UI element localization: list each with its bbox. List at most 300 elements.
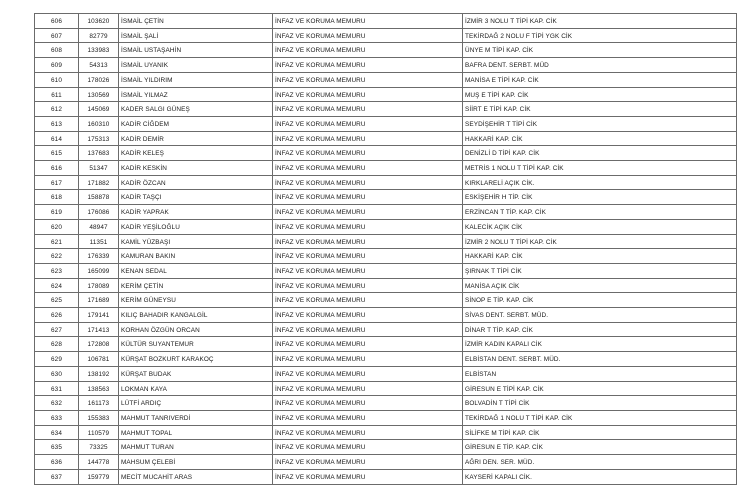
job-title-cell <box>273 381 463 396</box>
registry-number-text: 165099 <box>87 267 110 275</box>
full-name-cell <box>119 102 273 117</box>
row-number-text: 614 <box>51 135 62 143</box>
assigned-institution-text: ELBİSTAN <box>465 370 497 378</box>
job-title-cell <box>273 131 463 146</box>
row-number-text: 622 <box>51 253 62 261</box>
full-name-cell <box>119 14 273 29</box>
registry-number-cell <box>79 72 119 87</box>
job-title-text: İNFAZ VE KORUMA MEMURU <box>275 385 366 393</box>
assigned-institution-text: SİİRT E TİPİ KAP. CİK <box>465 106 531 114</box>
registry-number-cell <box>79 278 119 293</box>
job-title-text: İNFAZ VE KORUMA MEMURU <box>275 32 366 40</box>
row-number-cell <box>35 102 79 117</box>
assigned-institution-text: GİRESUN E TİPİ KAP. CİK <box>465 385 544 393</box>
assigned-institution-cell <box>463 278 737 293</box>
registry-number-text: 155383 <box>87 414 110 422</box>
row-number-text: 624 <box>51 282 62 290</box>
assigned-institution-cell <box>463 322 737 337</box>
assigned-institution-text: BAFRA DENT. SERBT. MÜD <box>465 62 549 70</box>
row-number-cell <box>35 175 79 190</box>
full-name-text: MECİT MUCAHİT ARAS <box>121 473 193 481</box>
job-title-text: İNFAZ VE KORUMA MEMURU <box>275 326 366 334</box>
assigned-institution-text: KAYSERİ KAPALI CİK. <box>465 473 533 481</box>
assigned-institution-text: ELBİSTAN DENT. SERBT. MÜD. <box>465 356 561 364</box>
assigned-institution-text: SEYDİŞEHİR T TİPİ CİK <box>465 120 538 128</box>
registry-number-text: 138563 <box>87 385 110 393</box>
full-name-text: KÜLTÜR SUYANTEMUR <box>121 341 194 349</box>
full-name-text: İSMAİL ÇETİN <box>121 18 164 25</box>
table-row <box>35 14 737 29</box>
row-number-text: 628 <box>51 341 62 349</box>
row-number-text: 627 <box>51 326 62 334</box>
row-number-cell <box>35 28 79 43</box>
assigned-institution-cell <box>463 146 737 161</box>
row-number-text: 615 <box>51 150 62 158</box>
job-title-cell <box>273 219 463 234</box>
assigned-institution-text: TEKİRDAĞ 1 NOLU T TİPİ KAP. CİK <box>465 414 573 422</box>
job-title-cell <box>273 161 463 176</box>
job-title-text: İNFAZ VE KORUMA MEMURU <box>275 18 366 25</box>
row-number-text: 613 <box>51 120 62 128</box>
table-row <box>35 58 737 73</box>
job-title-text: İNFAZ VE KORUMA MEMURU <box>275 459 366 467</box>
row-number-cell <box>35 263 79 278</box>
assigned-institution-cell <box>463 161 737 176</box>
full-name-text: KADİR ÖZCAN <box>121 179 166 187</box>
registry-number-text: 133983 <box>87 47 110 55</box>
row-number-cell <box>35 205 79 220</box>
job-title-cell <box>273 440 463 455</box>
table-row <box>35 263 737 278</box>
full-name-cell <box>119 72 273 87</box>
full-name-text: İSMAİL YILDIRIM <box>121 76 173 84</box>
assigned-institution-cell <box>463 102 737 117</box>
assigned-institution-text: SİNOP E TİP. KAP. CİK <box>465 297 534 305</box>
row-number-cell <box>35 131 79 146</box>
assigned-institution-text: BOLVADİN T TİPİ CİK <box>465 400 530 408</box>
row-number-text: 632 <box>51 400 62 408</box>
job-title-text: İNFAZ VE KORUMA MEMURU <box>275 312 366 320</box>
assigned-institution-text: KIRKLARELİ AÇIK CİK. <box>465 179 535 187</box>
job-title-cell <box>273 366 463 381</box>
job-title-cell <box>273 396 463 411</box>
job-title-text: İNFAZ VE KORUMA MEMURU <box>275 429 366 437</box>
registry-number-text: 144778 <box>87 459 110 467</box>
registry-number-cell <box>79 43 119 58</box>
full-name-cell <box>119 58 273 73</box>
job-title-cell <box>273 278 463 293</box>
full-name-text: LOKMAN KAYA <box>121 385 167 393</box>
full-name-text: KÜRŞAT BUDAK <box>121 370 172 378</box>
table-row <box>35 322 737 337</box>
table-row <box>35 219 737 234</box>
job-title-text: İNFAZ VE KORUMA MEMURU <box>275 91 366 99</box>
assigned-institution-cell <box>463 14 737 29</box>
full-name-text: KERİM ÇETİN <box>121 282 164 290</box>
job-title-cell <box>273 205 463 220</box>
assigned-institution-cell <box>463 219 737 234</box>
row-number-cell <box>35 87 79 102</box>
row-number-cell <box>35 337 79 352</box>
full-name-text: KADİR TAŞÇI <box>121 194 162 202</box>
row-number-text: 635 <box>51 444 62 452</box>
assigned-institution-cell <box>463 87 737 102</box>
full-name-text: KENAN SEDAL <box>121 267 167 275</box>
table-row <box>35 366 737 381</box>
job-title-text: İNFAZ VE KORUMA MEMURU <box>275 179 366 187</box>
row-number-cell <box>35 234 79 249</box>
job-title-cell <box>273 352 463 367</box>
registry-number-cell <box>79 190 119 205</box>
job-title-text: İNFAZ VE KORUMA MEMURU <box>275 223 366 231</box>
job-title-cell <box>273 249 463 264</box>
assigned-institution-cell <box>463 366 737 381</box>
row-number-text: 612 <box>51 106 62 114</box>
table-row <box>35 175 737 190</box>
job-title-text: İNFAZ VE KORUMA MEMURU <box>275 120 366 128</box>
row-number-text: 616 <box>51 165 62 173</box>
assigned-institution-cell <box>463 263 737 278</box>
registry-number-text: 160310 <box>87 120 110 128</box>
table-row <box>35 455 737 470</box>
assigned-institution-text: SİLİFKE M TİPİ KAP. CİK <box>465 429 540 437</box>
assigned-institution-cell <box>463 425 737 440</box>
row-number-cell <box>35 293 79 308</box>
assigned-institution-text: METRİS 1 NOLU T TİPİ KAP. CİK <box>465 165 564 173</box>
full-name-cell <box>119 322 273 337</box>
job-title-cell <box>273 102 463 117</box>
row-number-text: 610 <box>51 76 62 84</box>
assigned-institution-cell <box>463 116 737 131</box>
row-number-cell <box>35 322 79 337</box>
row-number-text: 636 <box>51 459 62 467</box>
table-row <box>35 43 737 58</box>
full-name-cell <box>119 175 273 190</box>
row-number-text: 626 <box>51 312 62 320</box>
assigned-institution-cell <box>463 58 737 73</box>
table-row <box>35 337 737 352</box>
assigned-institution-text: ERZİNCAN T TİP. KAP. CİK <box>465 209 547 217</box>
full-name-text: MAHMUT TURAN <box>121 444 174 452</box>
row-number-text: 630 <box>51 370 62 378</box>
table-row <box>35 205 737 220</box>
full-name-cell <box>119 308 273 323</box>
registry-number-text: 176086 <box>87 209 110 217</box>
registry-number-cell <box>79 440 119 455</box>
row-number-cell <box>35 425 79 440</box>
row-number-cell <box>35 43 79 58</box>
table-row <box>35 72 737 87</box>
full-name-text: KÜRŞAT BOZKURT KARAKOÇ <box>121 356 214 364</box>
row-number-cell <box>35 469 79 484</box>
registry-number-cell <box>79 263 119 278</box>
job-title-text: İNFAZ VE KORUMA MEMURU <box>275 444 366 452</box>
assigned-institution-cell <box>463 308 737 323</box>
full-name-text: MAHMUT TOPAL <box>121 429 173 437</box>
registry-number-text: 158878 <box>87 194 110 202</box>
registry-number-cell <box>79 293 119 308</box>
job-title-cell <box>273 293 463 308</box>
table-row <box>35 293 737 308</box>
registry-number-cell <box>79 469 119 484</box>
assigned-institution-text: MANİSA AÇIK CİK <box>465 282 520 290</box>
registry-number-cell <box>79 14 119 29</box>
full-name-text: KADİR DEMİR <box>121 135 164 143</box>
row-number-cell <box>35 410 79 425</box>
full-name-cell <box>119 410 273 425</box>
assigned-institution-text: MUŞ E TİPİ KAP. CİK <box>465 91 529 99</box>
assigned-institution-cell <box>463 131 737 146</box>
assigned-institution-text: ESKİŞEHİR H TİP. CİK <box>465 194 533 202</box>
full-name-cell <box>119 293 273 308</box>
registry-number-cell <box>79 28 119 43</box>
registry-number-text: 51347 <box>89 165 108 173</box>
full-name-cell <box>119 469 273 484</box>
registry-number-text: 171689 <box>87 297 110 305</box>
job-title-text: İNFAZ VE KORUMA MEMURU <box>275 238 366 246</box>
assigned-institution-cell <box>463 440 737 455</box>
assigned-institution-text: HAKKARİ KAP. CİK <box>465 135 523 143</box>
row-number-text: 623 <box>51 267 62 275</box>
table-row <box>35 190 737 205</box>
row-number-text: 633 <box>51 414 62 422</box>
full-name-text: İSMAİL YILMAZ <box>121 91 168 99</box>
table-row <box>35 381 737 396</box>
row-number-text: 620 <box>51 223 62 231</box>
full-name-text: KADİR KESKİN <box>121 165 167 173</box>
registry-number-text: 171413 <box>87 326 110 334</box>
job-title-text: İNFAZ VE KORUMA MEMURU <box>275 47 366 55</box>
job-title-text: İNFAZ VE KORUMA MEMURU <box>275 209 366 217</box>
registry-number-cell <box>79 366 119 381</box>
row-number-cell <box>35 72 79 87</box>
row-number-text: 625 <box>51 297 62 305</box>
job-title-cell <box>273 87 463 102</box>
assigned-institution-text: GİRESUN E TİP. KAP. CİK <box>465 444 543 452</box>
registry-number-cell <box>79 58 119 73</box>
table-row <box>35 425 737 440</box>
job-title-cell <box>273 146 463 161</box>
assigned-institution-text: SİVAS DENT. SERBT. MÜD. <box>465 312 549 320</box>
table-row <box>35 131 737 146</box>
row-number-text: 619 <box>51 209 62 217</box>
personnel-table-body <box>35 14 737 485</box>
full-name-text: KAMURAN BAKIN <box>121 253 176 261</box>
table-row <box>35 28 737 43</box>
full-name-cell <box>119 43 273 58</box>
full-name-text: KADİR KELEŞ <box>121 150 165 158</box>
registry-number-cell <box>79 308 119 323</box>
table-row <box>35 440 737 455</box>
assigned-institution-cell <box>463 337 737 352</box>
registry-number-cell <box>79 322 119 337</box>
job-title-text: İNFAZ VE KORUMA MEMURU <box>275 76 366 84</box>
row-number-cell <box>35 381 79 396</box>
full-name-cell <box>119 116 273 131</box>
job-title-cell <box>273 175 463 190</box>
full-name-text: KADİR YAPRAK <box>121 209 169 217</box>
registry-number-cell <box>79 219 119 234</box>
assigned-institution-cell <box>463 352 737 367</box>
job-title-text: İNFAZ VE KORUMA MEMURU <box>275 341 366 349</box>
assigned-institution-text: ŞIRNAK T TİPİ CİK <box>465 267 522 275</box>
registry-number-text: 82779 <box>89 32 108 40</box>
full-name-text: İSMAİL ŞALİ <box>121 32 159 40</box>
job-title-text: İNFAZ VE KORUMA MEMURU <box>275 106 366 114</box>
registry-number-cell <box>79 116 119 131</box>
job-title-cell <box>273 263 463 278</box>
registry-number-text: 175313 <box>87 135 110 143</box>
full-name-text: KERİM GÜNEYSU <box>121 297 176 305</box>
registry-number-text: 161173 <box>87 400 110 408</box>
assigned-institution-cell <box>463 234 737 249</box>
full-name-cell <box>119 146 273 161</box>
full-name-text: KAMİL YÜZBAŞI <box>121 238 171 246</box>
job-title-text: İNFAZ VE KORUMA MEMURU <box>275 356 366 364</box>
row-number-text: 607 <box>51 32 62 40</box>
full-name-cell <box>119 28 273 43</box>
full-name-cell <box>119 219 273 234</box>
registry-number-text: 178026 <box>87 76 110 84</box>
full-name-cell <box>119 278 273 293</box>
row-number-cell <box>35 455 79 470</box>
assigned-institution-cell <box>463 28 737 43</box>
job-title-text: İNFAZ VE KORUMA MEMURU <box>275 297 366 305</box>
full-name-text: KILIÇ BAHADIR KANGALGİL <box>121 312 208 320</box>
job-title-text: İNFAZ VE KORUMA MEMURU <box>275 165 366 173</box>
assigned-institution-text: ÜNYE M TİPİ KAP. CİK <box>465 47 534 55</box>
full-name-cell <box>119 425 273 440</box>
job-title-cell <box>273 337 463 352</box>
job-title-cell <box>273 469 463 484</box>
full-name-cell <box>119 161 273 176</box>
row-number-text: 621 <box>51 238 62 246</box>
registry-number-text: 176339 <box>87 253 110 261</box>
registry-number-cell <box>79 396 119 411</box>
assigned-institution-text: İZMİR KADIN KAPALI CİK <box>465 341 543 349</box>
job-title-cell <box>273 116 463 131</box>
registry-number-text: 159779 <box>87 473 110 481</box>
job-title-cell <box>273 28 463 43</box>
job-title-text: İNFAZ VE KORUMA MEMURU <box>275 150 366 158</box>
row-number-cell <box>35 146 79 161</box>
full-name-cell <box>119 190 273 205</box>
row-number-text: 629 <box>51 356 62 364</box>
job-title-cell <box>273 322 463 337</box>
full-name-text: İSMAİL UYANIK <box>121 62 169 70</box>
registry-number-cell <box>79 352 119 367</box>
job-title-cell <box>273 455 463 470</box>
row-number-text: 608 <box>51 47 62 55</box>
registry-number-cell <box>79 425 119 440</box>
job-title-text: İNFAZ VE KORUMA MEMURU <box>275 370 366 378</box>
full-name-cell <box>119 263 273 278</box>
assigned-institution-text: KALECİK AÇIK CİK <box>465 223 523 231</box>
assigned-institution-text: İZMİR 3 NOLU T TİPİ KAP. CİK <box>465 18 557 25</box>
registry-number-cell <box>79 410 119 425</box>
row-number-text: 618 <box>51 194 62 202</box>
table-row <box>35 249 737 264</box>
full-name-text: MAHSUM ÇELEBİ <box>121 459 176 467</box>
row-number-cell <box>35 161 79 176</box>
table-row <box>35 278 737 293</box>
table-row <box>35 410 737 425</box>
assigned-institution-cell <box>463 72 737 87</box>
assigned-institution-cell <box>463 205 737 220</box>
row-number-cell <box>35 308 79 323</box>
table-row <box>35 146 737 161</box>
job-title-cell <box>273 72 463 87</box>
full-name-text: LÜTFİ ARDIÇ <box>121 400 162 408</box>
job-title-text: İNFAZ VE KORUMA MEMURU <box>275 62 366 70</box>
full-name-text: KORHAN ÖZGÜN ORCAN <box>121 326 200 334</box>
registry-number-cell <box>79 337 119 352</box>
registry-number-text: 178089 <box>87 282 110 290</box>
job-title-text: İNFAZ VE KORUMA MEMURU <box>275 282 366 290</box>
job-title-text: İNFAZ VE KORUMA MEMURU <box>275 194 366 202</box>
assigned-institution-cell <box>463 410 737 425</box>
row-number-cell <box>35 58 79 73</box>
full-name-text: KADER SALGI GÜNEŞ <box>121 106 190 114</box>
registry-number-cell <box>79 161 119 176</box>
row-number-cell <box>35 190 79 205</box>
full-name-cell <box>119 87 273 102</box>
assigned-institution-text: HAKKARİ KAP. CİK <box>465 253 523 261</box>
table-row <box>35 308 737 323</box>
full-name-cell <box>119 455 273 470</box>
row-number-cell <box>35 440 79 455</box>
row-number-cell <box>35 116 79 131</box>
row-number-text: 637 <box>51 473 62 481</box>
job-title-text: İNFAZ VE KORUMA MEMURU <box>275 267 366 275</box>
assigned-institution-cell <box>463 469 737 484</box>
registry-number-text: 138192 <box>87 370 110 378</box>
full-name-cell <box>119 249 273 264</box>
row-number-text: 609 <box>51 62 62 70</box>
registry-number-text: 179141 <box>87 312 110 320</box>
registry-number-cell <box>79 87 119 102</box>
row-number-text: 631 <box>51 385 62 393</box>
full-name-cell <box>119 131 273 146</box>
job-title-text: İNFAZ VE KORUMA MEMURU <box>275 400 366 408</box>
assigned-institution-cell <box>463 43 737 58</box>
full-name-cell <box>119 381 273 396</box>
registry-number-text: 145069 <box>87 106 110 114</box>
row-number-cell <box>35 352 79 367</box>
job-title-text: İNFAZ VE KORUMA MEMURU <box>275 473 366 481</box>
registry-number-cell <box>79 102 119 117</box>
registry-number-cell <box>79 249 119 264</box>
table-row <box>35 116 737 131</box>
job-title-cell <box>273 58 463 73</box>
assigned-institution-cell <box>463 455 737 470</box>
assigned-institution-text: AĞRI DEN. SER. MÜD. <box>465 459 535 467</box>
row-number-text: 611 <box>51 91 62 99</box>
job-title-text: İNFAZ VE KORUMA MEMURU <box>275 414 366 422</box>
assigned-institution-text: DENİZLİ D TİPİ KAP. CİK <box>465 150 540 158</box>
assigned-institution-cell <box>463 249 737 264</box>
assigned-institution-text: İZMİR 2 NOLU T TİPİ KAP. CİK <box>465 238 557 246</box>
registry-number-text: 130569 <box>87 91 110 99</box>
assigned-institution-text: DİNAR T TİP. KAP. CİK <box>465 326 533 334</box>
registry-number-cell <box>79 205 119 220</box>
table-row <box>35 87 737 102</box>
row-number-cell <box>35 396 79 411</box>
row-number-cell <box>35 219 79 234</box>
table-row <box>35 234 737 249</box>
full-name-cell <box>119 337 273 352</box>
registry-number-text: 137683 <box>87 150 110 158</box>
